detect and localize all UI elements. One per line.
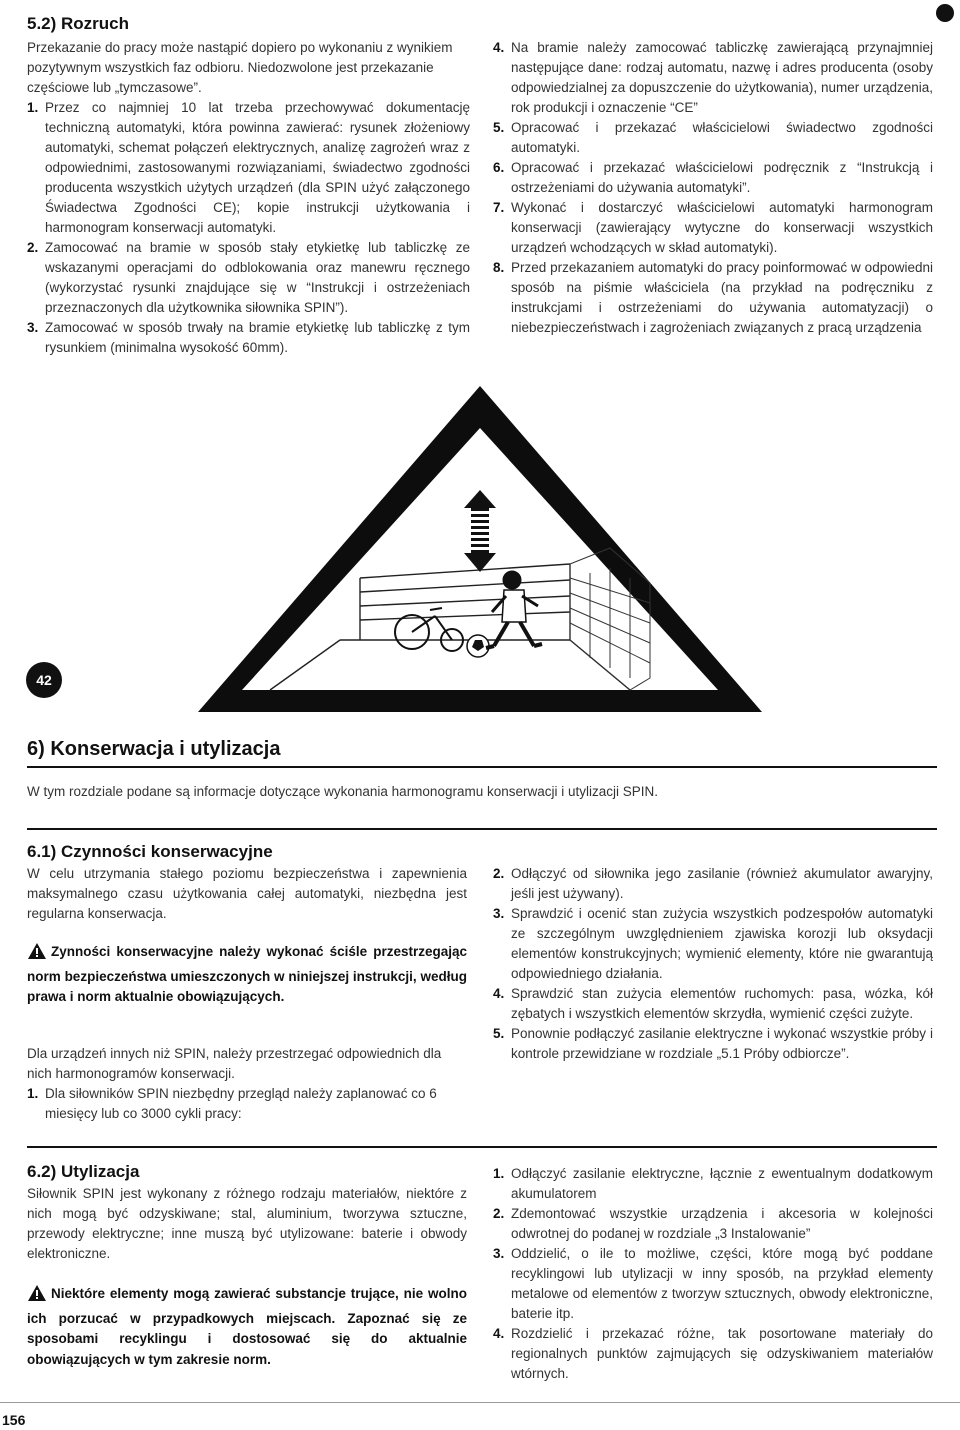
list-item-4: 4. Na bramie należy zamocować tabliczkę zawierającą przynajmniej następujące dane: rodzaj automatu, nazwę i adres producenta (osoby odpowiedzialnej za dopuszczenie do użytkowania), numer urządzenia, rok produkcji i oznaczenie “CE” — [493, 40, 933, 115]
list-item-8: 8. Przed przekazaniem automatyki do pracy poinformować w odpowiedni sposób na piśmie właściciela (na przykład na podręczniku z instrukcjami i ostrzeżeniami do używania automatyzacji) o niebezpieczeństwach i zagrożeniach związanych z pracą urządzenia — [493, 260, 933, 335]
list-item-3: 3. Zamocować w sposób trwały na bramie etykietkę lub tabliczkę z tym rysunkiem (minimalna wysokość 60mm). — [27, 320, 470, 355]
list-item-5: 5. Opracować i przekazać właścicielowi świadectwo zgodności automatyki. — [493, 120, 933, 155]
list-item-2: 2. Zdemontować wszystkie urządzenia i akcesoria w kolejności odwrotnej do podanej w rozdziale „3 Instalowanie” — [493, 1206, 933, 1241]
page-number: 156 — [2, 1412, 26, 1428]
list-item-4: 4. Rozdzielić i przekazać różne, tak posortowane materiały do regionalnych punktów zajmujących się odzyskiwaniem materiałów wtórnych. — [493, 1326, 933, 1381]
section-5-2-right-list — [493, 38, 933, 338]
list-item-7: 7. Wykonać i dostarczyć właścicielowi automatyki harmonogram konserwacji (zawierający wytyczne do konserwacji wszystkich urządzeń wchodzących w skład automatyki). — [493, 200, 933, 255]
section-5-2-intro: Przekazanie do pracy może nastąpić dopiero po wykonaniu z wynikiem pozytywnym wszystkich faz odbioru. Niedozwolone jest przekazanie częściowe lub „tymczasowe”. — [27, 40, 453, 95]
section-6-1-para: Dla urządzeń innych niż SPIN, należy przestrzegać odpowiednich dla nich harmonogramów konserwacji. — [27, 1046, 442, 1081]
section-title-5-2: 5.2) Rozruch — [27, 14, 130, 33]
section-6-2-right-list — [493, 1164, 933, 1384]
section-title-6-1: 6.1) Czynności konserwacyjne — [27, 842, 273, 861]
section-5-2-left-list — [27, 98, 470, 358]
section-title-6-2: 6.2) Utylizacja — [27, 1162, 140, 1181]
list-item-3: 3. Sprawdzić i ocenić stan zużycia wszystkich podzespołów automatyki ze szczególnym uwzględnieniem zjawiska korozji lub oksydacji elementów konstrukcyjnych; wymienić elementy, które nie gwarantują odpowiedniego działania. — [493, 906, 933, 981]
list-item-1: 1. Dla siłowników SPIN niezbędny przegląd należy zaplanować co 6 miesięcy lub co 3000 cykli pracy: — [27, 1086, 437, 1121]
section-6-rule — [27, 766, 937, 768]
section-6-2-rule — [27, 1146, 937, 1148]
list-item-3: 3. Oddzielić, o ile to możliwe, części, które mogą być poddane recyklingowi lub utylizacji w inny sposób, na przykład elementy metalowe od elementów z tworzyw sztucznych, obwody elektroniczne, baterie itp. — [493, 1246, 933, 1321]
list-item-1: 1. Przez co najmniej 10 lat trzeba przechowywać dokumentację techniczną automatyki, która powinna zawierać: rysunek złożeniowy automatyki, schemat połączeń elektrycznych, analizę zagrożeń wraz z odpowiednimi, zastosowanymi rozwiązaniami, świadectwo zgodności producenta wszystkich użytych urządzeń (dla SPIN użyć załączonego Świadectwa Zgodności CE); kopie instrukcji użytkowania i harmonogram konserwacji automatyki. — [27, 100, 470, 235]
section-6-intro: W tym rozdziale podane są informacje dotyczące wykonania harmonogramu konserwacji i utylizacji SPIN. — [27, 784, 659, 799]
list-item-2: 2. Zamocować na bramie w sposób stały etykietkę lub tabliczkę ze wskazanymi operacjami do odblokowania oraz manewru ręcznego (wykorzystać rysunki znajdujące się w “Instrukcji i ostrzeżeniach przeznaczonych dla użytkownika siłownika SPIN”). — [27, 240, 470, 315]
section-6-2-warning: Niektóre elementy mogą zawierać substancje trujące, nie wolno ich porzucać w przypadkowych miejscach. Zapoznać się ze sposobami recyklingu i dostosować się do aktualnie obowiązujących w tym zakresie norm. — [27, 1286, 467, 1367]
list-item-5: 5. Ponownie podłączyć zasilanie elektryczne i wykonać wszystkie próby i kontrole przewidziane w rozdziale „5.1 Próby odbiorcze”. — [493, 1026, 933, 1061]
section-6-1-left-list — [27, 1084, 467, 1124]
warning-triangle-icon — [27, 1284, 47, 1309]
section-6-1-warning: Zynności konserwacyjne należy wykonać ściśle przestrzegając norm bezpieczeństwa umieszczonych w niniejszej instrukcji, według prawa i norm aktualnie obowiązujących. — [27, 944, 467, 1004]
footer-rule — [0, 1402, 960, 1403]
section-6-1-right-list — [493, 864, 933, 1064]
section-title-6: 6) Konserwacja i utylizacja — [27, 738, 281, 760]
figure-number: 42 — [26, 662, 62, 698]
list-item-6: 6. Opracować i przekazać właścicielowi podręcznik z “Instrukcją i ostrzeżeniami do używania automatyki”. — [493, 160, 933, 195]
list-item-4: 4. Sprawdzić stan zużycia elementów ruchomych: pasa, wózka, kół zębatych i wszystkich elementów skrzydła, wymienić części zużyte. — [493, 986, 933, 1021]
page-bullet-icon — [936, 4, 954, 22]
warning-triangle-icon — [27, 942, 47, 967]
section-6-1-rule — [27, 828, 937, 830]
warning-sign-figure — [190, 378, 770, 720]
section-6-2-intro: Siłownik SPIN jest wykonany z różnego rodzaju materiałów, niektóre z nich mogą być odzyskiwane; stal, aluminium, tworzywa sztuczne, przewody elektryczne; inne muszą być utylizowane: baterie i obwody elektroniczne. — [27, 1186, 467, 1261]
section-6-1-intro: W celu utrzymania stałego poziomu bezpieczeństwa i zapewnienia maksymalnego czasu użytkowania całej automatyki, niezbędna jest regularna konserwacja. — [27, 866, 467, 921]
list-item-1: 1. Odłączyć zasilanie elektryczne, łącznie z ewentualnym dodatkowym akumulatorem — [493, 1166, 933, 1201]
list-item-2: 2. Odłączyć od siłownika jego zasilanie (również akumulator awaryjny, jeśli jest używany). — [493, 866, 933, 901]
